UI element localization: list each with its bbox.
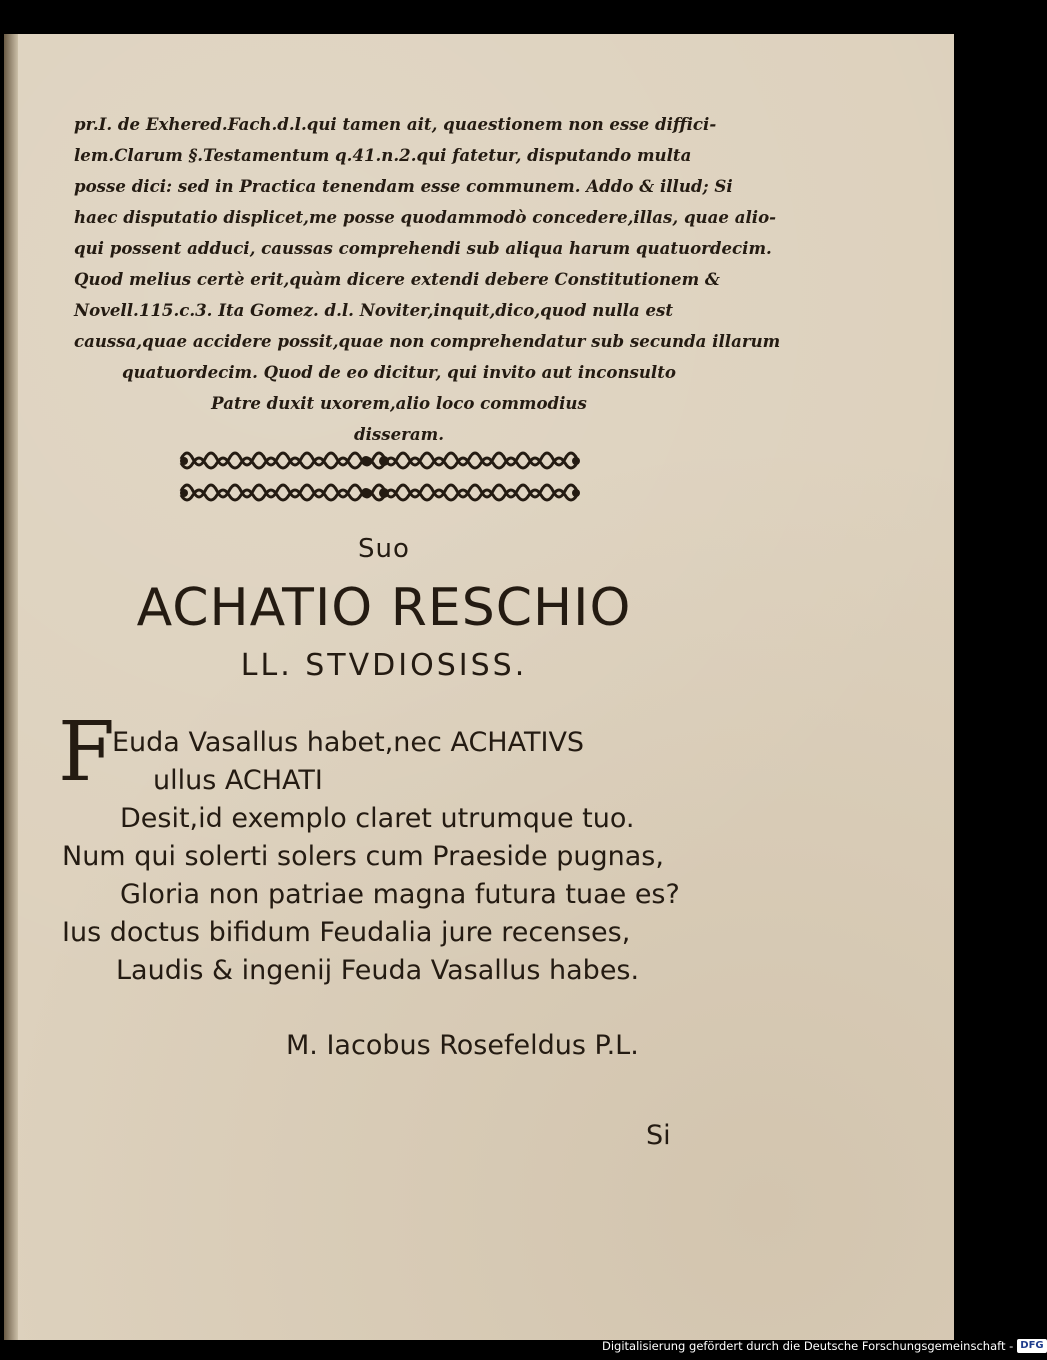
poem-drop-cap: F <box>58 705 115 800</box>
dedication-recipient-title: LL. STVDIOSISS. <box>240 648 528 683</box>
footer-text: Digitalisierung gefördert durch die Deutsche Forschungsgemeinschaft - <box>602 1339 1014 1353</box>
poem-signature: M. Iacobus Rosefeldus P.L. <box>286 1030 639 1061</box>
body-text-block <box>74 109 781 450</box>
book-page <box>4 34 954 1340</box>
poem-line: ullus ACHATI <box>153 765 323 796</box>
body-line: caussa,quae accidere possit,quae non comprehendatur sub secunda illarum <box>74 331 781 351</box>
body-line: pr.I. de Exhered.Fach.d.l.qui tamen ait, quaestionem non esse diffici- <box>74 114 717 134</box>
poem-line: Desit,id exemplo claret utrumque tuo. <box>120 803 635 834</box>
body-line: Quod melius certè erit,quàm dicere extendi debere Constitutionem & <box>74 269 720 289</box>
poem-line: Num qui solerti solers cum Praeside pugnas, <box>62 841 664 872</box>
body-line: lem.Clarum §.Testamentum q.41.n.2.qui fatetur, disputando multa <box>74 145 692 165</box>
catchword: Si <box>646 1120 671 1151</box>
poem-line: Ius doctus bifidum Feudalia jure recenses, <box>62 917 631 948</box>
body-line: posse dici: sed in Practica tenendam esse communem. Addo & illud; Si <box>74 176 733 196</box>
ornament-row-bottom <box>181 485 577 500</box>
printer-ornament-band <box>176 442 586 512</box>
poem-line: Gloria non patriae magna futura tuae es? <box>120 879 680 910</box>
body-line: haec disputatio displicet,me posse quodammodò concedere,illas, quae alio- <box>74 207 777 227</box>
body-line: disseram. <box>354 424 444 444</box>
page-spine-shadow <box>4 34 18 1340</box>
digitization-footer <box>602 1336 1047 1356</box>
dfg-logo: DFG <box>1017 1339 1046 1353</box>
dedication-recipient-name: ACHATIO RESCHIO <box>136 578 632 638</box>
body-line: Patre duxit uxorem,alio loco commodius <box>211 393 587 413</box>
ornament-row-top <box>181 453 577 468</box>
poem-line: Euda Vasallus habet,nec ACHATIVS <box>112 727 585 758</box>
dedication-salutation: Suo <box>358 534 410 564</box>
body-line: quatuordecim. Quod de eo dicitur, qui invito aut inconsulto <box>122 362 676 382</box>
body-line: Novell.115.c.3. Ita Gomez. d.l. Noviter,inquit,dico,quod nulla est <box>74 300 674 320</box>
body-line: qui possent adduci, caussas comprehendi sub aliqua harum quatuordecim. <box>74 238 772 258</box>
dedicatory-poem <box>58 724 738 990</box>
poem-line: Laudis & ingenij Feuda Vasallus habes. <box>116 955 640 986</box>
